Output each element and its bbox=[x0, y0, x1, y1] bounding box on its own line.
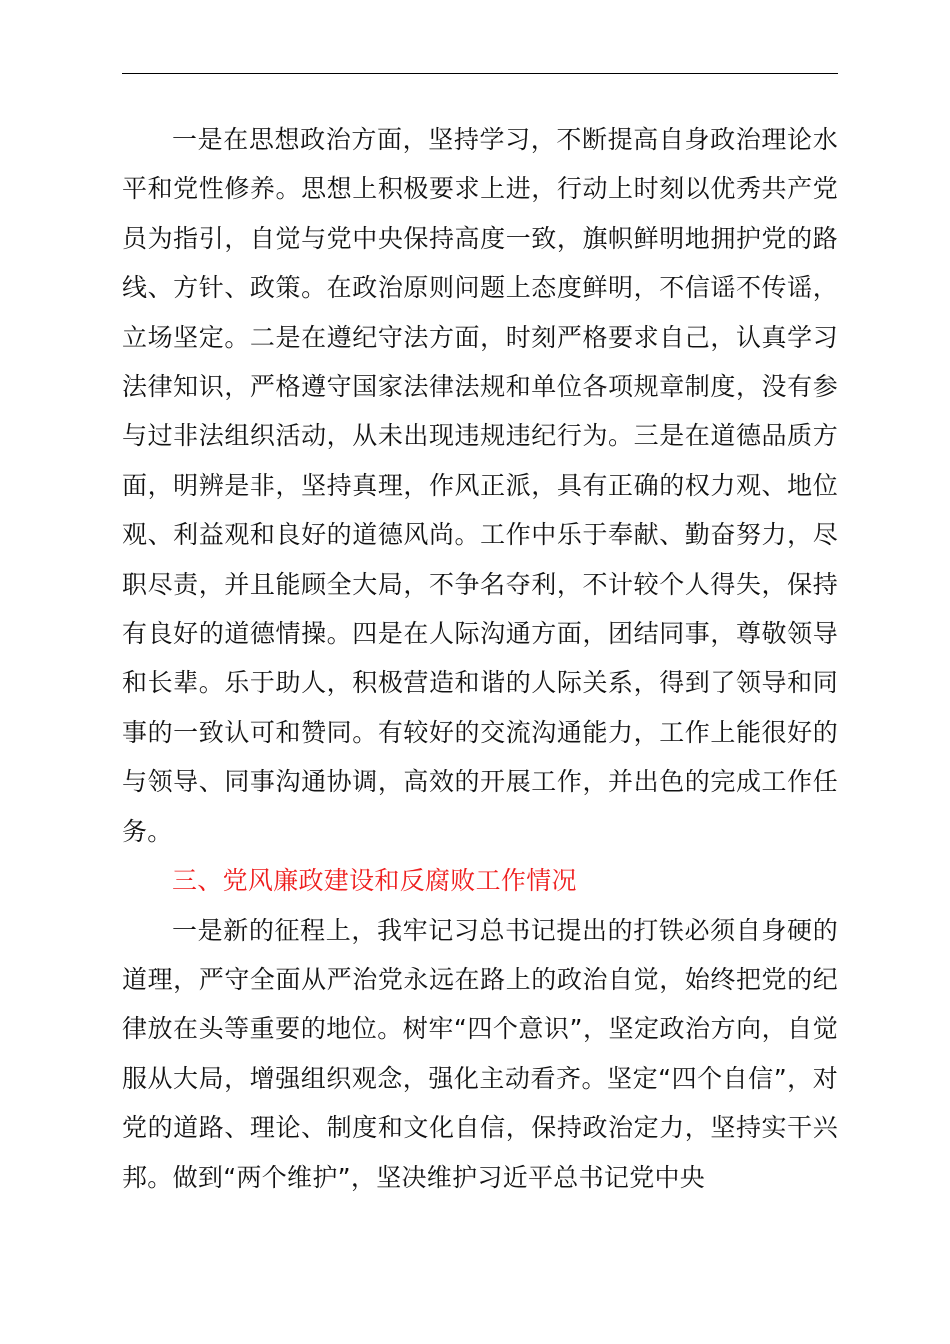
document-body bbox=[122, 115, 838, 1202]
section-heading-integrity: 三、党风廉政建设和反腐败工作情况 bbox=[172, 866, 577, 896]
header-rule bbox=[122, 73, 838, 74]
paragraph-integrity-work: 一是新的征程上，我牢记习总书记提出的打铁必须自身硬的道理，严守全面从严治党永远在路上的政治自觉，始终把党的纪律放在头等重要的地位。树牢“四个意识”，坚定政治方向，自觉服从大局，增强组织观念，强化主动看齐。坚定“四个自信”，对党的道路、理论、制度和文化自信，保持政治定力，坚持实干兴邦。做到“两个维护”，坚决维护习近平总书记党中央 bbox=[122, 915, 838, 1192]
paragraph-political-conduct: 一是在思想政治方面，坚持学习，不断提高自身政治理论水平和党性修养。思想上积极要求上进，行动上时刻以优秀共产党员为指引，自觉与党中央保持高度一致，旗帜鲜明地拥护党的路线、方针、政策。在政治原则问题上态度鲜明，不信谣不传谣，立场坚定。二是在遵纪守法方面，时刻严格要求自己，认真学习法律知识，严格遵守国家法律法规和单位各项规章制度，没有参与过非法组织活动，从未出现违规违纪行为。三是在道德品质方面，明辨是非，坚持真理，作风正派，具有正确的权力观、地位观、利益观和良好的道德风尚。工作中乐于奉献、勤奋努力，尽职尽责，并且能顾全大局，不争名夺利，不计较个人得失，保持有良好的道德情操。四是在人际沟通方面，团结同事，尊敬领导和长辈。乐于助人，积极营造和谐的人际关系，得到了领导和同事的一致认可和赞同。有较好的交流沟通能力，工作上能很好的与领导、同事沟通协调，高效的开展工作，并出色的完成工作任务。 bbox=[122, 125, 838, 846]
